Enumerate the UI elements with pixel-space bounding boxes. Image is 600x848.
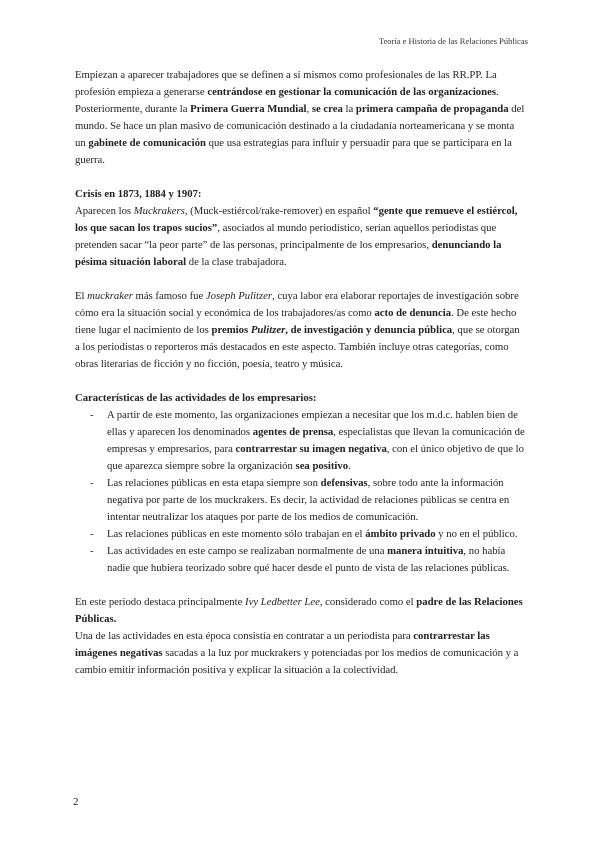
list-item: - Las relaciones públicas en esta etapa siempre son defensivas, sobre todo ante la información negativa por parte de los muckrakers. Es decir, la actividad de relaciones públicas se centra en intentar neutralizar los ataques por parte de los medios de comunicación. [90, 477, 510, 523]
list-item: - A partir de este momento, las organizaciones empiezan a necesitar que los m.d.c. hablen bien de ellas y aparecen los denominados agentes de prensa, especialistas que llevan la comunicación de empresas y empresarios, para contrarrestar su imagen negativa, con el único objetivo de que lo que aparezca siempre sobre la organización sea positivo. [90, 409, 525, 472]
lee-paragraph-1: En este periodo destaca principalmente Ivy Ledbetter Lee, considerado como el padre de las Relaciones Públicas. [75, 596, 523, 625]
spacer [75, 577, 527, 594]
page-body [75, 67, 527, 679]
running-header: Teoría e Historia de las Relaciones Públicas [378, 36, 528, 46]
spacer [75, 169, 527, 186]
spacer [75, 271, 527, 288]
intro-paragraph-2: Posteriormente, durante la Primera Guerra Mundial, se crea la primera campaña de propaganda del mundo. Se hace un plan masivo de comunicación destinado a la ciudadanía norteamericana y se monta un gabinete de comunicación que usa estrategias para influir y persuadir para que se participara en la guerra. [75, 103, 525, 166]
lee-paragraph-2: Una de las actividades en esta época consistía en contratar a un periodista para contrarrestar las imágenes negativas sacadas a la luz por muckrakers y potenciadas por los medios de comunicación y a cambio emitir información positiva y explicar la situación a la colectividad. [75, 630, 519, 676]
bullet-dash: - [90, 528, 94, 540]
section-heading-characteristics: Características de las actividades de los empresarios: [75, 392, 317, 404]
list-item: - Las relaciones públicas en este momento sólo trabajan en el ámbito privado y no en el público. [75, 526, 527, 543]
crisis-paragraph-1: Aparecen los Muckrakers, (Muck-estiércol/rake-remover) en español “gente que remueve el estiércol, los que sacan los trapos sucios”, asociados al mundo periodístico, serían aquellos periodistas que pretenden sacar “la peor parte” de las personas, principalmente de los empresarios, denunciando la pésima situación laboral de la clase trabajadora. [75, 205, 518, 268]
list-item: - Las actividades en este campo se realizaban normalmente de una manera intuitiva, no había nadie que hubiera teorizado sobre qué hacer desde el punto de vista de las relaciones públicas. [90, 545, 510, 574]
section-heading-crisis: Crisis en 1873, 1884 y 1907: [75, 188, 202, 200]
bullet-dash: - [90, 545, 94, 557]
bullet-dash: - [90, 477, 94, 489]
bullet-dash: - [90, 409, 94, 421]
intro-paragraph-1: Empiezan a aparecer trabajadores que se definen a sí mismos como profesionales de las RR.PP. La profesión empieza a generarse centrándose en gestionar la comunicación de las organizaciones. [75, 69, 499, 98]
characteristics-list [75, 407, 527, 577]
page-number: 2 [73, 796, 79, 808]
spacer [75, 373, 527, 390]
crisis-paragraph-2: El muckraker más famoso fue Joseph Pulitzer, cuya labor era elaborar reportajes de investigación sobre cómo era la situación social y económica de los trabajadores/as como acto de denuncia. De este hecho tiene lugar el nacimiento de los premios Pulitzer, de investigación y denuncia pública, que se otorgan a los periodistas o reporteros más destacados en este aspecto. También incluye otras categorías, como obras literarias de ficción y no ficción, poesía, teatro y música. [75, 290, 520, 370]
